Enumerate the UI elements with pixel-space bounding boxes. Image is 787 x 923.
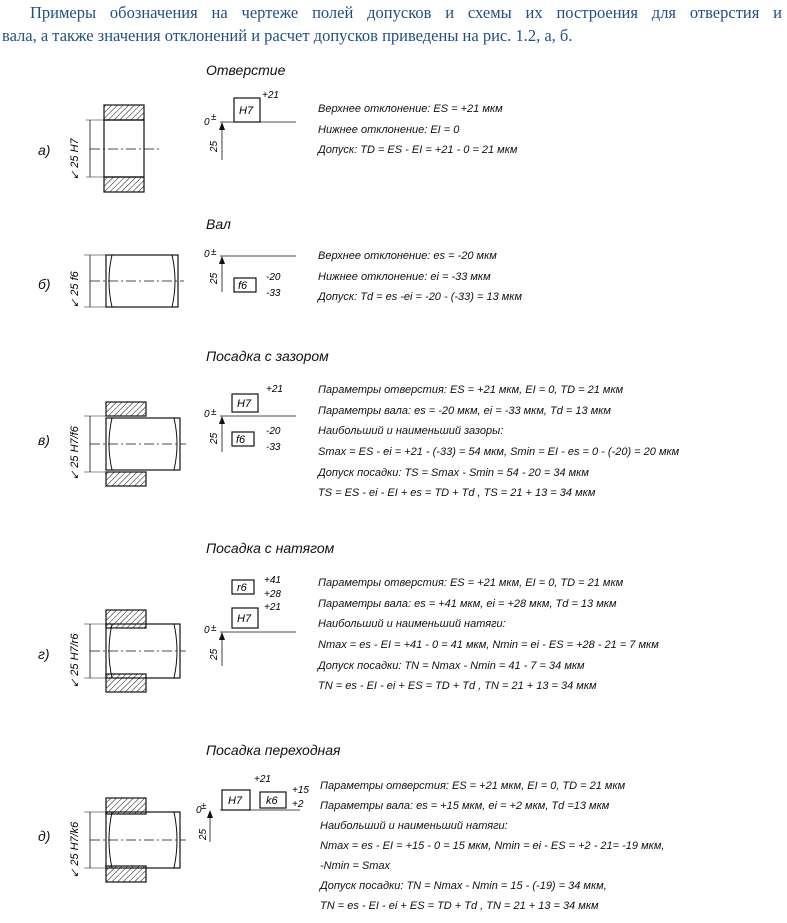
section-title: Вал (206, 216, 231, 232)
field-shaft-lower: -33 (266, 288, 281, 299)
field-hole-label: H7 (239, 105, 254, 117)
desc-line: Нижнее отклонение: ei = -33 мкм (318, 270, 491, 283)
section-title: Посадка с натягом (206, 540, 335, 556)
field-shaft-label: f6 (238, 280, 248, 292)
field-hole-label: H7 (228, 795, 243, 807)
desc-line: Параметры отверстия: ES = +21 мкм, EI = 0, TD = 21 мкм (320, 780, 626, 792)
desc-line: Параметры вала: es = -20 мкм, ei = -33 мкм, Td = 13 мкм (318, 404, 611, 417)
desc-line: TN = es - EI - ei + ES = TD + Td , TN = 21 + 13 = 34 мкм (320, 900, 599, 912)
desc-line: -Nmin = Smax (320, 860, 390, 872)
desc-line: Параметры отверстия: ES = +21 мкм, EI = 0, TD = 21 мкм (318, 384, 624, 396)
field-shaft-lower: -33 (266, 442, 281, 453)
field-shaft-lower: +2 (292, 799, 304, 810)
field-hole-upper: +21 (254, 774, 271, 785)
dimension-label: ↙ 25 H7/k6 (69, 821, 81, 878)
section-description (318, 246, 522, 308)
section-description (318, 99, 517, 161)
section-letter: а) (38, 142, 51, 158)
zero-line-label: 0 (204, 117, 210, 128)
field-hole-label: H7 (237, 398, 252, 410)
svg-text:±: ± (211, 112, 217, 123)
desc-line: Smax = ES - ei = +21 - (-33) = 54 мкм, Smin = EI - es = 0 - (-20) = 20 мкм (318, 446, 680, 459)
desc-line: Параметры вала: es = +41 мкм, ei = +28 мкм, Td = 13 мкм (318, 597, 617, 610)
desc-line: Наибольший и наименьший натяги: (318, 618, 506, 631)
shaft-drawing (60, 246, 190, 326)
desc-line: Nmax = es - EI = +41 - 0 = 41 мкм, Nmin = ei - ES = +28 - 21 = 7 мкм (318, 639, 659, 652)
nominal-size: 25 (209, 140, 220, 152)
svg-text:±: ± (201, 801, 207, 812)
desc-line: Допуск: Td = es -ei = -20 - (-33) = 13 мкм (318, 291, 523, 304)
svg-text:±: ± (211, 407, 217, 418)
dimension-label: ↙ 25 f6 (69, 271, 81, 308)
fit-drawing (60, 792, 190, 892)
desc-line: Параметры отверстия: ES = +21 мкм, EI = 0, TD = 21 мкм (318, 577, 624, 589)
field-hole-upper: +21 (264, 602, 281, 613)
tolerance-scheme (196, 84, 316, 164)
section-title: Посадка переходная (206, 742, 341, 758)
desc-line: Наибольший и наименьший зазоры: (318, 425, 504, 438)
svg-text:±: ± (211, 623, 217, 634)
field-shaft-upper: -20 (266, 426, 281, 437)
zero-line-label: 0 (204, 249, 210, 260)
tolerance-scheme (196, 770, 322, 850)
desc-line: TN = es - EI - ei + ES = TD + Td , TN = 21 + 13 = 34 мкм (318, 680, 597, 693)
desc-line: Наибольший и наименьший натяги: (320, 820, 508, 832)
nominal-size: 25 (209, 648, 220, 660)
fit-drawing (60, 396, 190, 496)
field-shaft-upper: -20 (266, 272, 281, 283)
tolerance-scheme (196, 570, 316, 670)
section-letter: д) (38, 828, 51, 844)
desc-line: TS = ES - ei - EI + es = TD + Td , TS = 21 + 13 = 34 мкм (318, 487, 596, 500)
hole-drawing (60, 100, 170, 210)
desc-line: Допуск посадки: TN = Nmax - Nmin = 41 - 7 = 34 мкм (318, 659, 585, 672)
nominal-size: 25 (209, 272, 220, 284)
dimension-label: ↙ 25 H7 (69, 138, 81, 180)
desc-line: Нижнее отклонение: EI = 0 (318, 123, 460, 136)
field-shaft-upper: +41 (264, 575, 281, 586)
intro-line-1: Примеры обозначения на чертеже полей допусков и схемы их построения для отверстия и (30, 3, 782, 22)
field-hole-label: H7 (237, 613, 252, 625)
field-shaft-label: r6 (237, 582, 247, 594)
field-hole-upper: +21 (262, 90, 279, 101)
section-description (318, 573, 659, 697)
zero-line-label: 0 (204, 625, 210, 636)
desc-line: Параметры вала: es = +15 мкм, ei = +2 мкм, Td =13 мкм (320, 800, 610, 812)
intro-line-2: вала, а также значения отклонений и расчет допусков приведены на рис. 1.2, а, б. (2, 26, 573, 45)
field-hole-upper: +21 (266, 384, 283, 395)
section-title: Посадка с зазором (206, 348, 329, 364)
section-description (318, 380, 679, 504)
section-letter: в) (38, 432, 50, 448)
section-description (320, 776, 664, 916)
zero-line-label: 0 (204, 409, 210, 420)
nominal-size: 25 (209, 432, 220, 444)
svg-text:±: ± (211, 247, 217, 258)
field-shaft-upper: +15 (292, 785, 309, 796)
nominal-size: 25 (198, 828, 209, 840)
tolerance-scheme (196, 382, 316, 462)
desc-line: Верхнее отклонение: es = -20 мкм (318, 250, 497, 262)
desc-line: Nmax = es - EI = +15 - 0 = 15 мкм, Nmin = ei - ES = +2 - 21= -19 мкм, (320, 840, 665, 852)
section-title: Отверстие (206, 62, 286, 78)
desc-line: Верхнее отклонение: ES = +21 мкм (318, 103, 503, 115)
field-shaft-lower: +28 (264, 589, 281, 600)
dimension-label: ↙ 25 H7/f6 (69, 426, 81, 480)
dimension-label: ↙ 25 H7/r6 (69, 633, 81, 688)
section-letter: б) (38, 276, 51, 292)
section-letter: г) (38, 646, 50, 662)
tolerance-scheme (196, 240, 316, 310)
desc-line: Допуск посадки: TS = Smax - Smin = 54 - 20 = 34 мкм (318, 466, 589, 479)
fit-drawing (60, 604, 190, 704)
desc-line: Допуск: TD = ES - EI = +21 - 0 = 21 мкм (318, 144, 518, 157)
field-shaft-label: f6 (236, 434, 246, 446)
field-shaft-label: k6 (266, 795, 278, 807)
desc-line: Допуск посадки: TN = Nmax - Nmin = 15 - (-19) = 34 мкм, (320, 880, 607, 892)
zero-line-label: 0 (196, 805, 202, 816)
